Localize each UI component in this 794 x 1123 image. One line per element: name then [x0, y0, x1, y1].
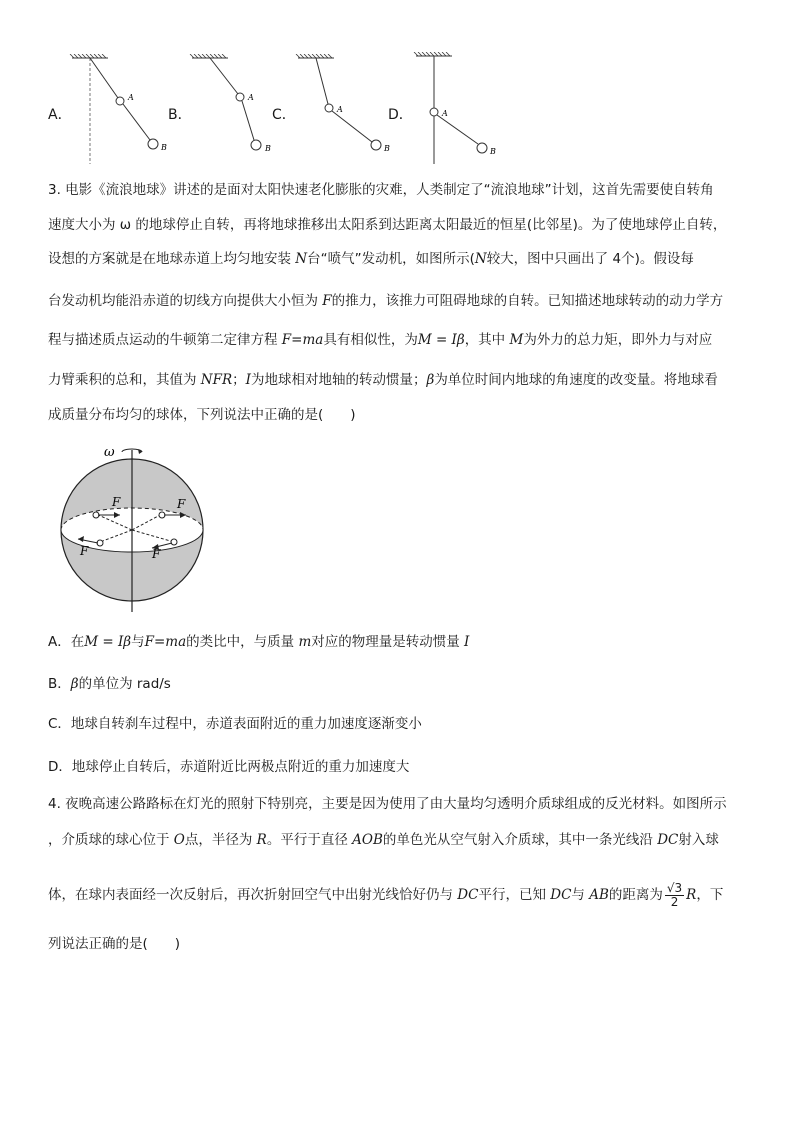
- point-a-label: A: [248, 93, 254, 102]
- pendulum-figure-d: [412, 52, 512, 166]
- point-b-label: B: [384, 144, 390, 153]
- force-label: F: [152, 547, 161, 561]
- q3-option-d: D．地球停止自转后，赤道附近比两极点附近的重力加速度大: [48, 759, 410, 775]
- option-a-label: A．: [48, 107, 72, 123]
- point-a-label: A: [337, 105, 343, 114]
- q3-option-c: C．地球自转刹车过程中，赤道表面附近的重力加速度逐渐变小: [48, 716, 422, 732]
- q3-text-line-1: 3. 电影《流浪地球》讲述的是面对太阳快速老化膨胀的灾难，人类制定了“流浪地球”计划，这首先需要使自转角: [48, 182, 714, 198]
- q4-text-line-2: ，介质球的球心位于 O点，半径为 R。平行于直径 AOB的单色光从空气射入介质球，其中一条光线沿 DC射入球: [48, 832, 719, 848]
- pendulum-figure-c: [294, 54, 394, 166]
- omega-label: ω: [104, 445, 115, 460]
- q4-text-line-1: 4. 夜晚高速公路路标在灯光的照射下特别亮，主要是因为使用了由大量均匀透明介质球组成的反光材料。如图所示: [48, 796, 727, 812]
- option-b-label: B．: [168, 107, 192, 123]
- q3-text-line-3: 设想的方案就是在地球赤道上均匀地安装 N台“喷气”发动机，如图所示(N较大，图中只画出了 4个)。假设每: [48, 251, 694, 267]
- point-b-label: B: [265, 144, 271, 153]
- q3-text-line-4: 台发动机均能沿赤道的切线方向提供大小恒为 F的推力，该推力可阻碍地球的自转。已知描述地球转动的动力学方: [48, 293, 724, 309]
- point-b-label: B: [490, 147, 496, 156]
- q3-option-b: B．β的单位为 rad/s: [48, 676, 171, 692]
- engine-node: [171, 539, 177, 545]
- q3-text-line-2: 速度大小为 ω 的地球停止自转，再将地球推移出太阳系到达距离太阳最近的恒星(比邻星)。为了使地球停止自转，: [48, 217, 727, 233]
- earth-rotation-figure: [56, 436, 216, 616]
- point-a-label: A: [128, 93, 134, 102]
- point-a-label: A: [442, 109, 448, 118]
- force-label: F: [177, 497, 186, 511]
- pendulum-figure-b: [188, 54, 278, 166]
- q3-text-line-6: 力臂乘积的总和，其值为 NFR；I为地球相对地轴的转动惯量；β为单位时间内地球的角速度的改变量。将地球看: [48, 372, 718, 388]
- q4-text-line-3: 体，在球内表面经一次反射后，再次折射回空气中出射光线恰好仍与 DC平行，已知 DC与 AB的距离为 $\frac{√3}{2}$ R，下: [48, 880, 724, 909]
- force-label: F: [80, 544, 89, 558]
- q3-option-a: A．在M = Iβ与F=ma的类比中，与质量 m对应的物理量是转动惯量 I: [48, 634, 470, 650]
- q3-text-line-5: 程与描述质点运动的牛顿第二定律方程 F=ma具有相似性，为M = Iβ，其中 M为外力的总力矩，即外力与对应: [48, 332, 713, 348]
- option-c-label: C．: [272, 107, 296, 123]
- force-label: F: [112, 495, 121, 509]
- pendulum-figure-a: [68, 54, 168, 166]
- q3-text-line-7: 成质量分布均匀的球体，下列说法中正确的是( ): [48, 407, 356, 423]
- sqrt3-over-2-fraction: $\frac{√3}{2}$: [666, 880, 683, 909]
- q4-text-line-4: 列说法正确的是( ): [48, 936, 181, 952]
- option-d-label: D．: [388, 107, 413, 123]
- point-b-label: B: [161, 143, 167, 152]
